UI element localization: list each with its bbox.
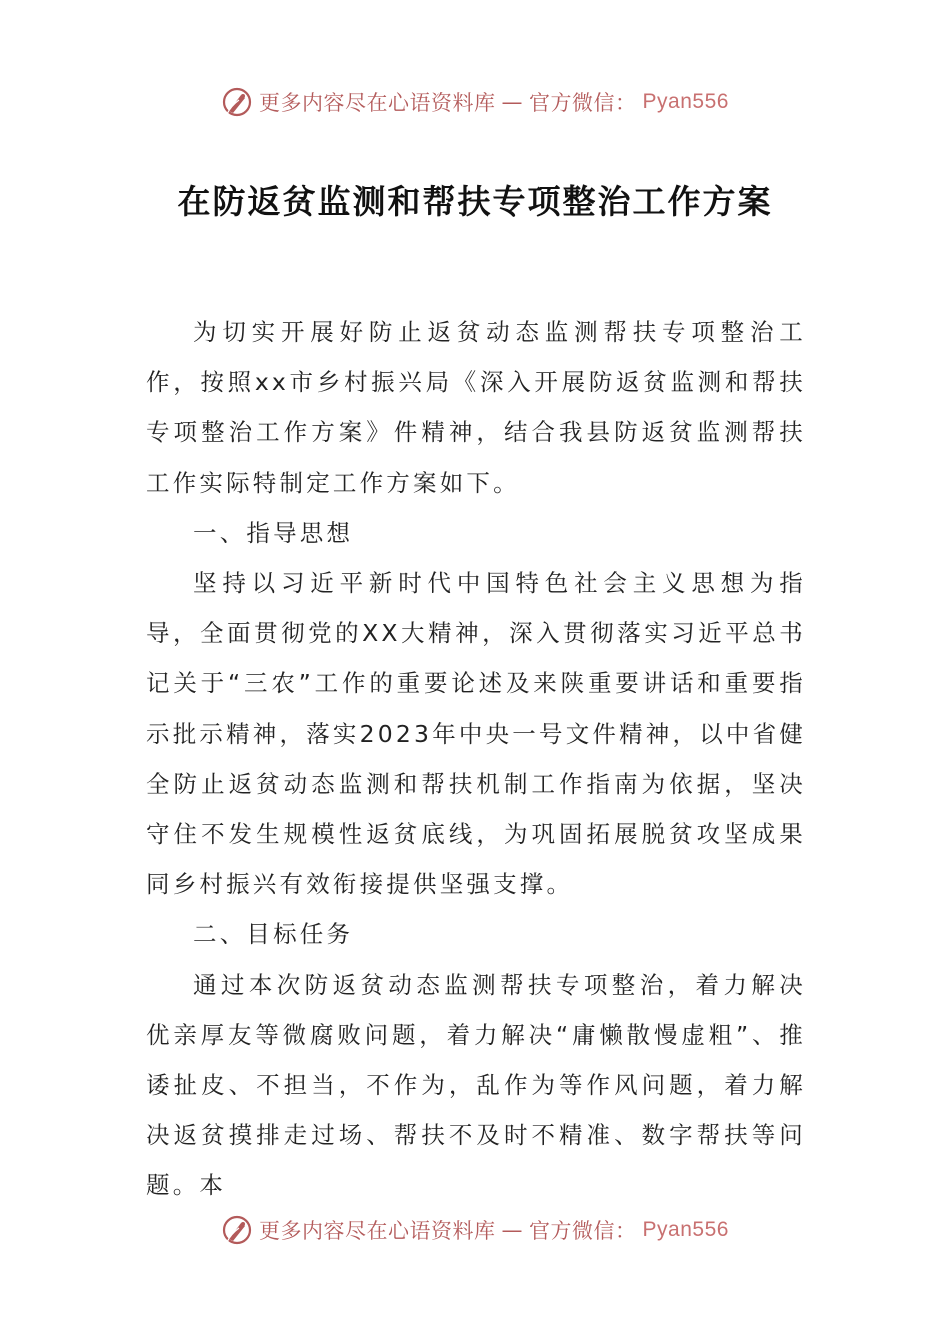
watermark-separator: —: [501, 90, 524, 114]
paragraph-guiding-thought: 坚持以习近平新时代中国特色社会主义思想为指导，全面贯彻党的XX大精神，深入贯彻落实习近平总书记关于“三农”工作的重要论述及来陕重要讲话和重要指示批示精神，落实2023年中央一号文件精神，以中省健全防止返贫动态监测和帮扶机制工作指南为依据，坚决守住不发生规模性返贫底线，为巩固拓展脱贫攻坚成果同乡村振兴有效衔接提供坚强支撑。: [146, 569, 807, 899]
pen-nib-circle-icon: [221, 1214, 253, 1246]
document-title: 在防返贫监测和帮扶专项整治工作方案: [177, 182, 773, 221]
watermark-separator: —: [501, 1218, 524, 1242]
section-heading-goals-tasks: 二、目标任务: [193, 920, 354, 949]
paragraph-intro: 为切实开展好防止返贫动态监测帮扶专项整治工作，按照xx市乡村振兴局《深入开展防返贫监测和帮扶专项整治工作方案》件精神，结合我县防返贫监测帮扶工作实际特制定工作方案如下。: [146, 318, 806, 497]
document-body: [146, 307, 806, 1211]
watermark-brand: 更多内容尽在心语资料库: [259, 91, 496, 115]
watermark-label: 官方微信：: [529, 91, 637, 115]
header-watermark: [0, 80, 950, 124]
watermark-label: 官方微信：: [529, 1219, 637, 1243]
watermark-handle: Pyan556: [642, 1218, 729, 1241]
watermark-brand: 更多内容尽在心语资料库: [259, 1219, 496, 1243]
section-heading-guiding-thought: 一、指导思想: [193, 518, 354, 547]
paragraph-goals-tasks: 通过本次防返贫动态监测帮扶专项整治，着力解决优亲厚友等微腐败问题，着力解决“庸懒散慢虚粗”、推诿扯皮、不担当，不作为，乱作为等作风问题，着力解决返贫摸排走过场、帮扶不及时不精准、数字帮扶等问题。本: [146, 970, 806, 1200]
watermark-handle: Pyan556: [642, 90, 729, 113]
pen-nib-circle-icon: [221, 86, 253, 118]
footer-watermark: [0, 1208, 950, 1252]
